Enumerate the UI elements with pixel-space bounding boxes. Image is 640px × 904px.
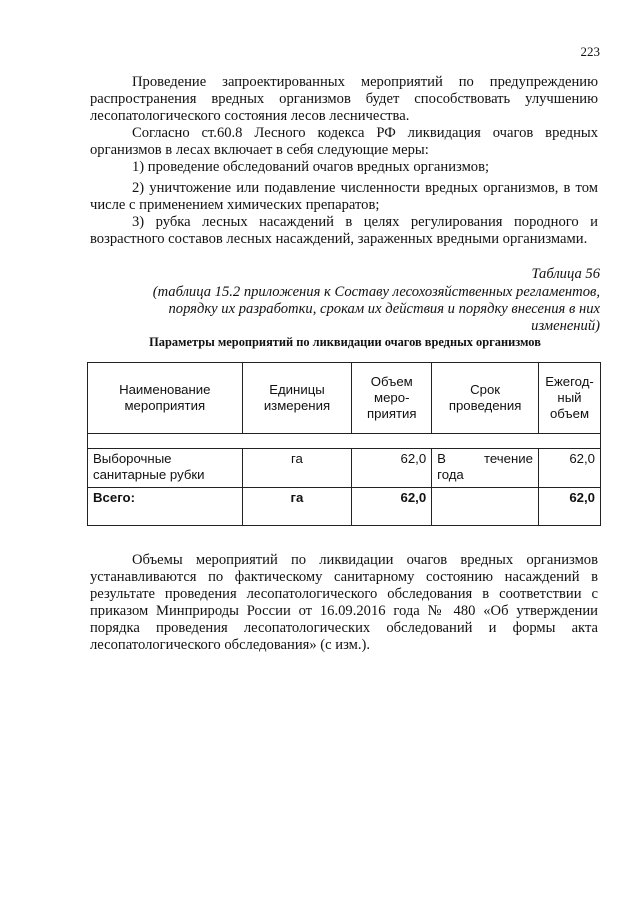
- cell-term-word-2: течение: [484, 451, 533, 466]
- cell-term: [432, 449, 539, 488]
- total-unit: га: [242, 488, 352, 526]
- total-label: Всего:: [88, 488, 243, 526]
- table-row-empty: [88, 434, 601, 449]
- cell-unit: га: [242, 449, 352, 488]
- list-item-2: 2) уничтожение или подавление численности вредных организмов, в том числе с применением химических препаратов;: [90, 180, 598, 213]
- measures-table: [87, 362, 601, 526]
- cell-term-word-3: года: [437, 467, 464, 482]
- header-volume: Объем меро-приятия: [352, 363, 432, 434]
- total-volume: 62,0: [352, 488, 432, 526]
- cell-volume: 62,0: [352, 449, 432, 488]
- total-annual: 62,0: [538, 488, 600, 526]
- paragraph-volumes: Объемы мероприятий по ликвидации очагов вредных организмов устанавливаются по фактическому санитарному состоянию насаждений в результате проведения лесопатологического обследования в соответствии с приказом Минприроды России от 16.09.2016 года № 480 «Об утверждении порядка проведения лесопатологических обследований и формы акта лесопатологического обследования» (с изм.).: [90, 552, 598, 653]
- table-row: [88, 449, 601, 488]
- table-label: Таблица 56: [531, 266, 600, 282]
- cell-name: Выборочные санитарные рубки: [88, 449, 243, 488]
- cell-annual: 62,0: [538, 449, 600, 488]
- header-term: Срок проведения: [432, 363, 539, 434]
- page-number: 223: [580, 44, 600, 59]
- header-unit: Единицы измерения: [242, 363, 352, 434]
- cell-term-word-1: В: [437, 451, 446, 466]
- list-item-3: 3) рубка лесных насаждений в целях регулирования породного и возрастного составов лесных насаждений, зараженных вредными организмами.: [90, 214, 598, 247]
- list-item-1: 1) проведение обследований очагов вредных организмов;: [132, 159, 490, 175]
- table-total-row: [88, 488, 601, 526]
- table-title: Параметры мероприятий по ликвидации очагов вредных организмов: [149, 335, 541, 349]
- paragraph-forest-code: Согласно ст.60.8 Лесного кодекса РФ ликвидация очагов вредных организмов в лесах включает в себя следующие меры:: [90, 125, 598, 158]
- table-header-row: [88, 363, 601, 434]
- paragraph-prevention: Проведение запроектированных мероприятий по предупреждению распространения вредных организмов будет способствовать улучшению лесопатологического состояния лесов лесничества.: [90, 74, 598, 124]
- header-name: Наименование мероприятия: [88, 363, 243, 434]
- header-annual: Ежегод-ный объем: [538, 363, 600, 434]
- total-term: [432, 488, 539, 526]
- table-note: (таблица 15.2 приложения к Составу лесохозяйственных регламентов, порядку их разработки, срокам их действия и порядку внесения в них изменений): [152, 284, 600, 334]
